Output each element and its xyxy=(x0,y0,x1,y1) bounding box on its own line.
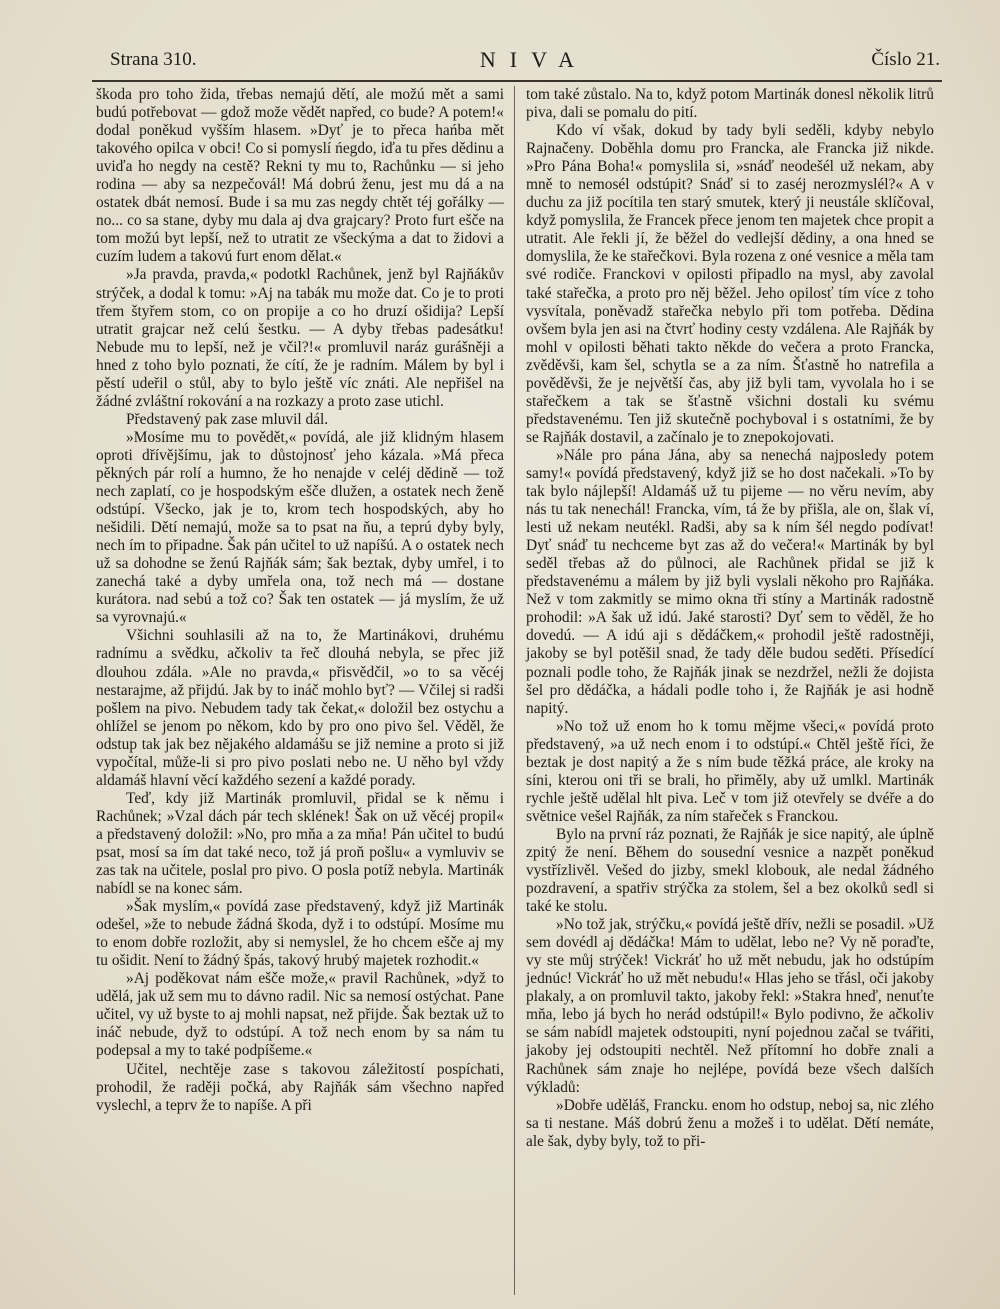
right-column xyxy=(526,86,934,1297)
paragraph: Učitel, nechtěje zase s takovou záležitostí pospíchati, prohodil, že raději počká, aby Rajňák sám všechno napřed vyslechl, a teprv že to napíše. A při xyxy=(96,1060,504,1114)
paragraph: »No tož jak, strýčku,« povídá ještě dřív, nežli se posadil. »Už sem dovédl aj dědáčka! Mám to udělat, lebo ne? Vy ně poraďte, vy ste můj strýček! Vickráť ho už mět nebudu, jak ho odstúpím jednúc! Vickráť ho už mět nebudu!« Hlas jeho se třásl, oči jakoby plakaly, a on promluvil takto, jakoby řekl: »Stakra hneď, nenuťte mňa, lebo já bych ho nerád odstúpil!« Bylo podivno, že ačkoliv se sám nabídl majetek odstoupiti, nyní pojednou začal se tvářiti, jakoby jej odstoupiti nechtěl. Než přítomní ho dobře znali a Rachůnek sám znaje ho nejlépe, povídá beze všech dalších výkladů: xyxy=(526,916,934,1096)
paragraph: Představený pak zase mluvil dál. xyxy=(126,410,329,428)
paragraph: »Dobře uděláš, Francku. enom ho odstup, neboj sa, nic zlého sa ti nestane. Máš dobrú ženu a možeš i to udělat. Dětí nemáte, ale šak, dyby byly, tož to při- xyxy=(526,1096,934,1150)
column-divider xyxy=(514,86,515,1295)
paragraph: »Šak myslím,« povídá zase představený, když již Martinák odešel, »že to nebude žádná škoda, dyž i to odstúpí. Mosíme mu to enom dobře rozložit, aby si nemyslel, že ho chcem ešče aj my tu ošidit. Není to žádný špás, takový hrubý majetek rozhodit.« xyxy=(96,898,504,970)
left-column xyxy=(96,86,504,1297)
page-header xyxy=(110,42,940,78)
page-number: Strana 310. xyxy=(110,49,197,70)
paragraph: Kdo ví však, dokud by tady byli seděli, kdyby nebylo Rajnačeny. Doběhla domu pro Francka, ale Francka již nikde. »Pro Pána Boha!« pomyslila si, »snáď neodešél už nekam, aby mně to nemosél odstúpit? Snáď si to zaséj nerozmyslél?« A v duchu za již pocítila ten starý smutek, který ji neustále sklíčoval, když pomyslila, že Francek přece jenom ten majetek chce propit a utratit. Ale řekli jí, že běžel do vedlejší dědiny, a ona hned se domyslila, že ke stařečkovi. Byla rozena z oné vesnice a měla tam své rodiče. Franckovi v opilosti připadlo na mysl, aby zavolal také stařečka, a proto pro něj běžel. Jeho opilosť tím více z toho vysvítala, poněvadž stařečka nebylo při tom potřeba. Dědina ovšem byla jen asi na čtvrť hodiny cesty vzdálena. Ale Rajňák by mohl v opilosti běhati takto někde do večera a proto Francka, zvěděvši, kam šel, schytla se a za ním. Šťastně ho natrefila a pověděvši, že je největší čas, aby již byli tam, vyvolala ho i se stařečkem a tak se šťastně všichni dostali ku svému představenému. Ten již skutečně pochyboval i s ostatními, že by se Rajňák dostavil, a začínalo je to znepokojovati. xyxy=(526,122,934,446)
paragraph: škoda pro toho žida, třebas nemajú dětí, ale možú mět a sami budú potřebovat — gdož može vědět napřed, co bude? A potem!« dodal poněkud vyšším hlasem. »Dyť je to přeca hańba mět takového opilca v obci! Co si pomyslí ńegdo, iďa tu přes dědinu a uviďa ho negdy na cestě? Rekni ty mu to, Rachůnku — si jeho rodina — aby sa nezpečovál! Má dobrú ženu, jest mu dá a na ostatek dbát nemosí. Bude i sa mu zas negdy chtět téj gořálky — no... co sa stane, dyby mu dala aj dva grajcary? Proto furt ešče na tom možú byt lepší, než to utratit ze všeckýma a dat to židovi a cuzím ludem a takovú furt enom dělat.« xyxy=(96,86,504,266)
paragraph: »No tož už enom ho k tomu mějme všeci,« povídá proto představený, »a už nech enom i to odstúpí.« Chtěl ještě říci, že beztak je dost napitý a že s ním bude těžká práce, ale kroky na síni, kterou oni tři se brali, ho přiměly, aby už umlkl. Martinák rychle ještě udělal hlt piva. Leč v tom již otevřely se dvéře a do světnice vešel Rajňák, za ním stařeček s Franckou. xyxy=(526,717,934,825)
header-rule xyxy=(92,80,942,82)
paragraph: »Ja pravda, pravda,« podotkl Rachůnek, jenž byl Rajňákův strýček, a dodal k tomu: »Aj na tabák mu može dat. Co je to proti třem štyřem stom, co on propije a co ho druzí ošidija? Lepší utratit grajcar než celú šestku. — A dyby třebas padesátku! Nebude mu to lepší, než je včil?!« promluvil naráz gurášněji a hned z toho bylo poznati, že cítí, že je radním. Málem by byl i pěstí udeřil o stůl, aby to bylo ještě víc znáti. Ale nepřišel na žádné zvláštní rokování a na rozkazy a proto zase utichl. xyxy=(96,266,504,410)
paragraph: »Mosíme mu to povědět,« povídá, ale již klidným hlasem oproti dřívějšímu, jak to důstojnosť jeho kázala. »Má přeca pěkných pár rolí a humno, že ho nenajde v celéj dědině — tož nech zaplatí, co je hospodským ešče dlužen, a ostatek nech ženě odstúpí. Všecko, jak je to, krom tech hospodských, aby ho nešidili. Dětí nemajú, može sa to psat na ňu, a teprú dyby byly, nech ím to připadne. Šak pán učitel to už napíšú. A o ostatek nech už sa dohodne se ženú Rajňák sám; šak beztak, dyby umřel, i to zanechá také a dyby umřela ona, tož nech má — dostane kurátora. nad sebú a tož co? Šak ten ostatek — já myslím, že už sa vyrovnajú.« xyxy=(96,428,504,627)
paragraph: Bylo na první ráz poznati, že Rajňák je sice napitý, ale úplně zpitý že není. Během do sousední vesnice a nazpět poněkud vystřízlivěl. Vešed do jizby, smekl klobouk, ale nedal žádného pozdravení, a spatřiv strýčka za stolem, šel a bez okolků sedl si také ke stolu. xyxy=(526,825,934,916)
paragraph: Teď, kdy již Martinák promluvil, přidal se k němu i Rachůnek; »Vzal dách pár tech sklének! Šak on už věcéj propil« a představený doložil: »No, pro mňa a za mňa! Pán učitel to budú psat, mosí sa ím dat také neco, tož já proň pošlu« a vymluviv se zas tak na učitele, poslal pro pivo. O posla potíž nebyla. Martinák nabídl se na konec sám. xyxy=(96,789,504,898)
issue-number: Číslo 21. xyxy=(871,49,940,70)
paragraph: Všichni souhlasili až na to, že Martinákovi, druhému radnímu a svědku, ačkoliv ta řeč dlouhá nebyla, se přec již dlouhou zdála. »Ale no pravda,« přisvědčil, »o to sa věcéj nestarajme, až přijdú. Jak by to ináč mohlo byť? — Včilej si radši pošlem na pivo. Nebudem tady tak čekat,« doložil bez ostychu a ohlížel se jenom po někom, kdo by pro ono pivo šel. Věděl, že odstup tak jak bez nějakého aldamášu se již nemine a proto si již vypočítal, může-li si pro pivo poslati nebo ne. U něho byl vždy aldamáš hlavní věcí každého sezení a každé porady. xyxy=(96,627,504,789)
publication-title: NIVA xyxy=(479,47,589,72)
paragraph: »Nále pro pána Jána, aby sa nenechá najposledy potem samy!« povídá představený, když již se ho dost načekali. »To by tak bylo nájlepší! Aldamáš už tu pijeme — no věru nevím, aby nás tu tak nenechál! Francka, vím, tá že by přišla, ale on, šlak ví, lesti už nekam neutékl. Radši, aby sa k ním šél negdo podívat! Dyť snáď tu nechceme byt zas až do večera!« Martinák by byl seděl třebas až do půlnoci, ale Rachůnek přidal se již k představenému a málem by již byli vyslali někoho pro Rajňáka. Než v tom zakmitly se mimo okna tři stíny a Martinák radostně prohodil: »A šak už idú. Jaké starosti? Dyť sem to věděl, že ho dovedú. — A idú aji s dědáčkem,« prohodil ještě radostněji, jakoby se byl potěšil snad, že tady děle budou seděti. Přísedící poznali podle toho, že Rajňák jinak se nezdržel, nežli že dojista šel pro dědáčka, a hádali podle toho i, že Rajňák je asi hodně napitý. xyxy=(526,446,934,717)
paragraph: tom také zůstalo. Na to, když potom Martinák donesl několik litrů piva, dali se pomalu do pití. xyxy=(526,86,934,122)
paragraph: »Aj poděkovat nám ešče može,« pravil Rachůnek, »dyž to udělá, jak už sem mu to dávno radil. Nic sa nemosí ostýchat. Pane učitel, vy už byste to aj mohli napsat, než přijde. Šak beztak už to ináč nebude, dyž to odstúpí. A tož nech enom by sa nám tu podepsal a my to také podpíšeme.« xyxy=(96,970,504,1060)
